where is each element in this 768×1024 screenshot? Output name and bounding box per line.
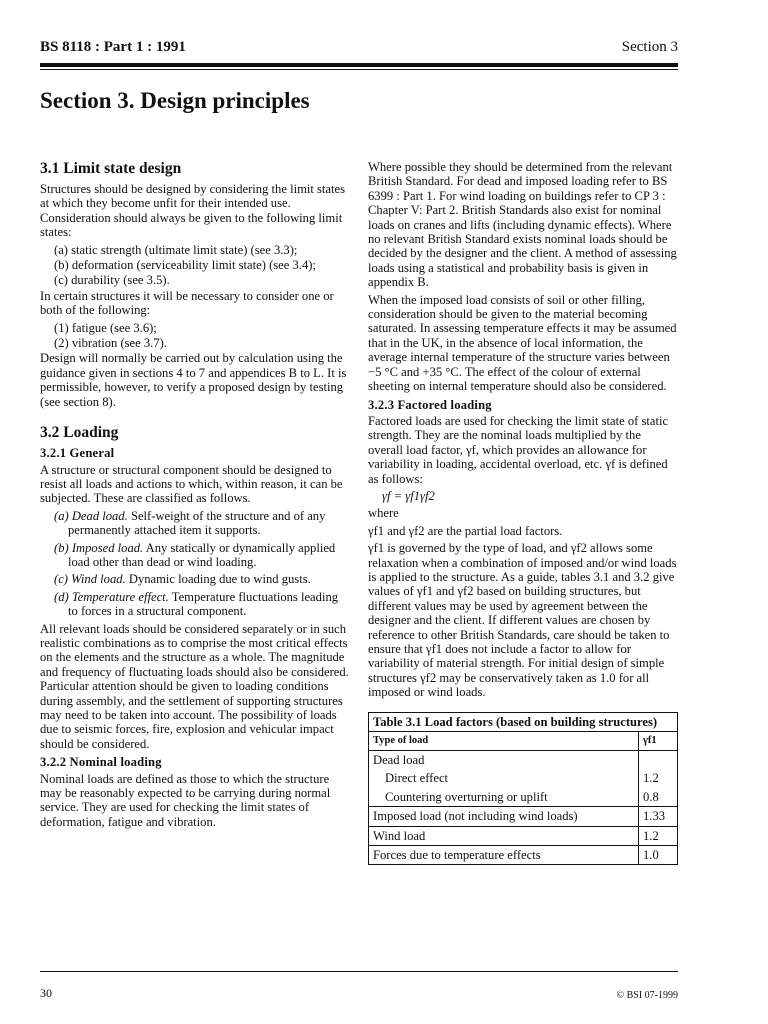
paragraph: Factored loads are used for checking the limit state of static strength. They are the nominal loads multiplied by the overall load factor, γf, which provides an allowance for variability in loading, accidental overload, etc. γf is defined as follows: — [368, 413, 669, 486]
limit-state-item: (c) durability (see 3.5). — [54, 273, 170, 288]
load-type-name: (c) Wind load. — [54, 572, 126, 587]
load-type-cell: Wind load — [369, 826, 639, 845]
load-factor-cell: 1.0 — [639, 846, 678, 865]
table-row — [369, 826, 678, 845]
load-type-name: (d) Temperature effect. — [54, 589, 169, 604]
paragraph: γf1 and γf2 are the partial load factors. — [368, 523, 563, 538]
table-row — [369, 788, 678, 807]
load-type-cell: Direct effect — [369, 769, 639, 787]
header-section: Section 3 — [621, 39, 678, 55]
additional-state-item: (2) vibration (see 3.7). — [54, 336, 167, 351]
where-label: where — [368, 506, 399, 521]
header-rule-thin — [40, 69, 678, 70]
load-factor-cell: 1.2 — [639, 826, 678, 845]
load-type-item — [40, 572, 350, 586]
paragraph: Design will normally be carried out by calculation using the guidance given in sections 4 to 7 and appendices B to L. It is permissible, however, to verify a proposed design by testing (see section 8). — [40, 351, 347, 409]
load-factor-cell: 1.33 — [639, 807, 678, 826]
header-rule-thick — [40, 63, 678, 67]
load-type-item — [40, 590, 350, 619]
paragraph: All relevant loads should be considered separately or in such realistic combinations as to comprise the most critical effects on the elements and the structure as a whole. The magnitude and frequency of fluctuating loads should also be considered. Particular attention should be given to loading conditions during assembly, and the settlement of supporting structures may need to be taken into account. The possibility of loads due to seismic forces, fire, explosion and vehicular impact should be considered. — [40, 621, 349, 751]
heading-3-2: 3.2 Loading — [40, 424, 119, 442]
limit-state-item: (a) static strength (ultimate limit state) (see 3.3); — [54, 242, 298, 257]
footer-rule — [40, 971, 678, 972]
load-type-cell: Forces due to temperature effects — [369, 846, 639, 865]
paragraph: Nominal loads are defined as those to which the structure may be reasonably expected to be carrying during normal service. They are used for checking the limit states of deformation, fatigue and vibration. — [40, 771, 331, 829]
heading-3-2-2: 3.2.2 Nominal loading — [40, 755, 162, 770]
paragraph: Structures should be designed by considering the limit states at which they become unfit for their intended use. Consideration should always be given to the following limit states: — [40, 182, 345, 240]
load-type-description: Dynamic loading due to wind gusts. — [125, 572, 311, 587]
copyright-notice: © BSI 07-1999 — [616, 990, 678, 1001]
section-title: Section 3. Design principles — [40, 88, 310, 113]
header-standard-ref: BS 8118 : Part 1 : 1991 — [40, 39, 186, 55]
load-type-description: Any statically or dynamically applied load other than dead or wind loading. — [68, 540, 336, 569]
left-column — [40, 160, 350, 832]
table-row — [369, 769, 678, 787]
paragraph: When the imposed load consists of soil or other filling, consideration should be given to the material becoming saturated. In assessing temperature effects it may be assumed that in the UK, in the absence of local information, the average internal temperature of the structure varies between −5 °C and +35 °C. The effect of the colour of external sheeting on internal temperature should also be considered. — [368, 292, 677, 394]
load-factor-cell — [639, 751, 678, 770]
load-type-cell: Imposed load (not including wind loads) — [369, 807, 639, 826]
load-factor-cell: 1.2 — [639, 769, 678, 787]
limit-state-item: (b) deformation (serviceability limit state) (see 3.4); — [54, 258, 316, 273]
load-type-cell: Dead load — [369, 751, 639, 770]
load-type-name: (a) Dead load. — [54, 508, 128, 523]
paragraph: In certain structures it will be necessary to consider one or both of the following: — [40, 288, 334, 318]
heading-3-2-1: 3.2.1 General — [40, 446, 115, 461]
load-factor-cell: 0.8 — [639, 788, 678, 807]
limit-states-list — [40, 243, 350, 288]
load-types-list — [40, 509, 350, 619]
paragraph: γf1 is governed by the type of load, and γf2 allows some relaxation when a combination of imposed and/or wind loads is applied to the structure. As a guide, tables 3.1 and 3.2 give values of γf1 and γf2 based on building structures, but different values may be used by agreement between the designer and the client. If different values are chosen by reference to other British Standards, care should be taken to ensure that γf1 does not include a factor to allow for variability of material strength. For initial design of simple structures γf2 may be conservatively taken as 1.0 for all imposed or wind loads. — [368, 541, 677, 700]
load-factor-formula: γf = γf1γf2 — [382, 488, 435, 503]
load-type-item — [40, 509, 350, 538]
table-col-header-type: Type of load — [369, 731, 639, 750]
table-row — [369, 807, 678, 826]
heading-3-2-3: 3.2.3 Factored loading — [368, 397, 492, 412]
table-row — [369, 751, 678, 770]
load-type-description: Self-weight of the structure and of any permanently attached item it supports. — [68, 508, 326, 538]
table-caption: Table 3.1 Load factors (based on building structures) — [369, 712, 678, 731]
paragraph: Where possible they should be determined from the relevant British Standard. For dead and imposed loading refer to BS 6399 : Part 1. For wind loading on buildings refer to CP 3 : Chapter V: Part 2. British Standards also exist for nominal loads on cranes and lifts (including dynamic effects). Where no relevant British Standard exists nominal loads should be decided by the designer and the client. A method of assessing loads using a statistical and probability basis is given in appendix B. — [368, 160, 677, 290]
heading-3-1: 3.1 Limit state design — [40, 160, 182, 177]
table-row — [369, 846, 678, 865]
load-type-description: Temperature fluctuations leading to forces in a structural component. — [68, 589, 339, 619]
load-type-name: (b) Imposed load. — [54, 540, 144, 555]
load-type-item — [40, 541, 350, 570]
paragraph: A structure or structural component should be designed to resist all loads and actions to which, within reason, it can be subjected. These are classified as follows. — [40, 462, 343, 506]
additional-state-item: (1) fatigue (see 3.6); — [54, 320, 157, 335]
optional-states-list — [40, 321, 350, 351]
page-number: 30 — [40, 986, 52, 1000]
table-col-header-factor: γf1 — [639, 731, 678, 750]
load-factors-table — [368, 712, 678, 866]
right-column — [368, 160, 678, 865]
load-type-cell: Countering overturning or uplift — [369, 788, 639, 807]
